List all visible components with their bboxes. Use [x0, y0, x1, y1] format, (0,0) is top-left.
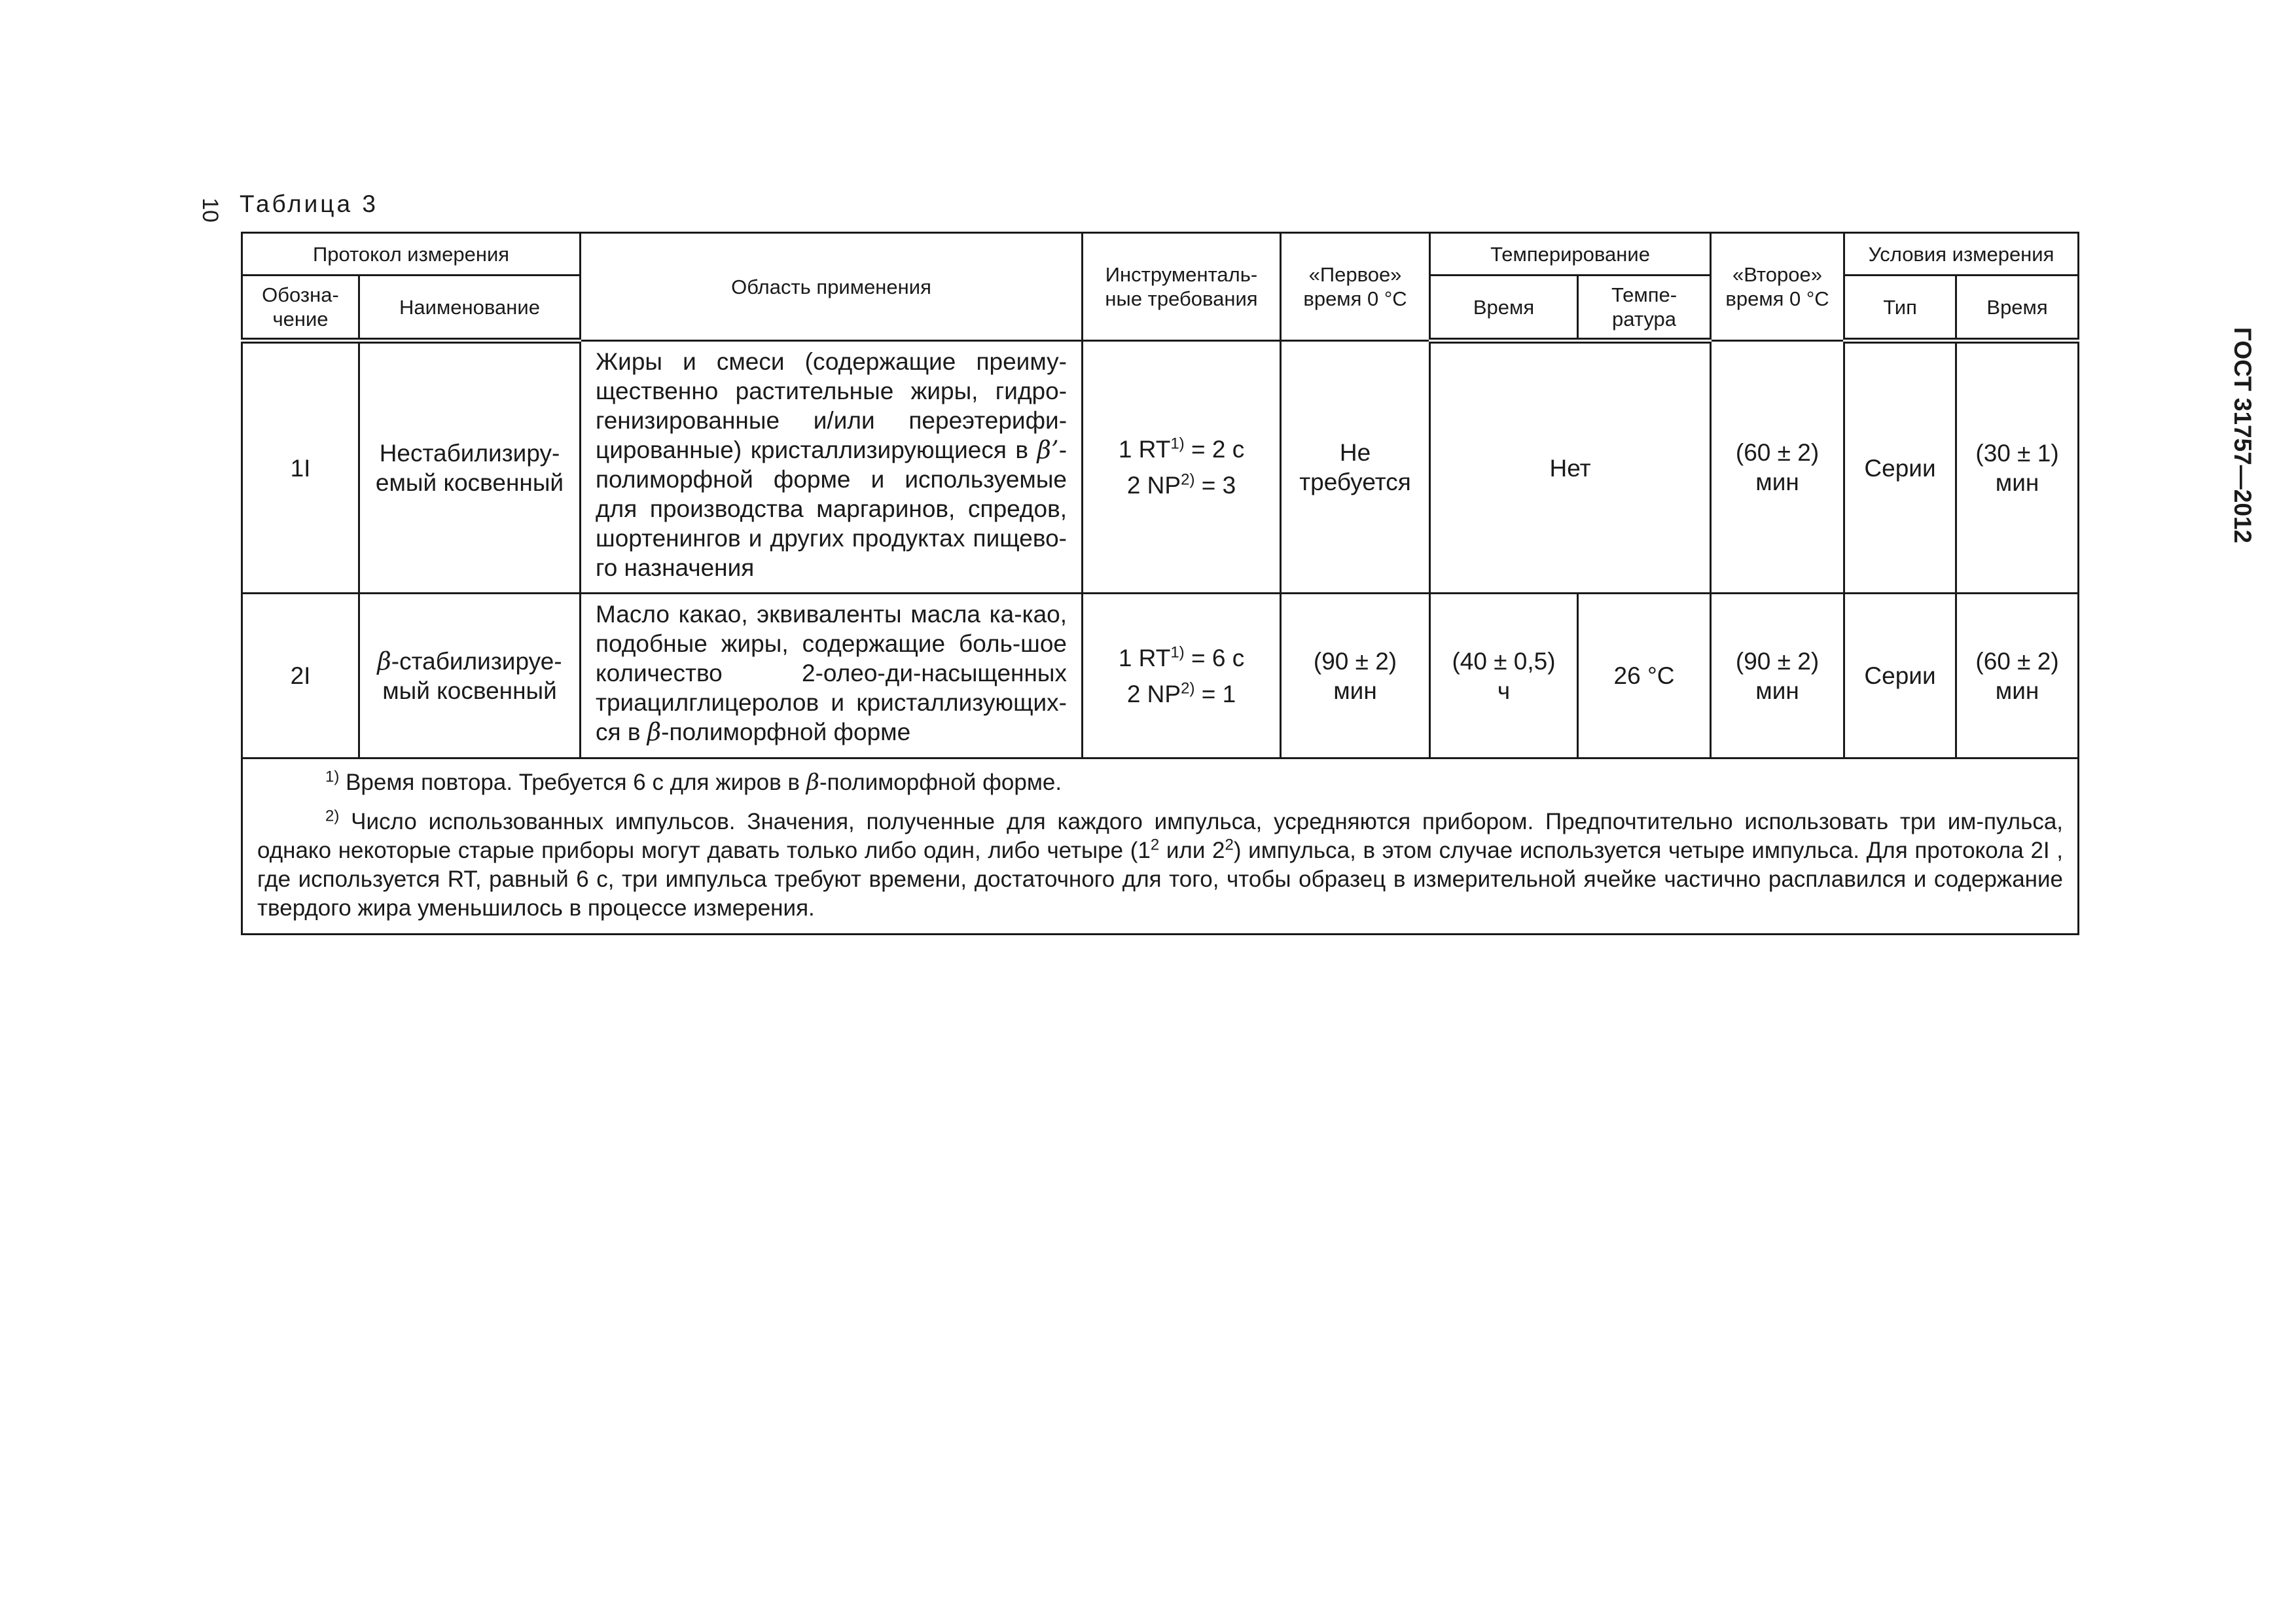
name-text: -стабилизируе-мый косвенный — [382, 647, 562, 704]
instrument-line-rt — [1096, 435, 1266, 464]
header-tempering-temp: Темпе-ратура — [1578, 276, 1711, 341]
table-caption: Таблица 3 — [240, 190, 378, 217]
header-cond-type: Тип — [1844, 276, 1956, 341]
instrument-line-np — [1096, 679, 1266, 709]
area-text-before: Жиры и смеси (содержащие преиму-щественно растительные жиры, гидро-генизированные и/или переэтерифи-цированные) кристаллизирующиеся в — [596, 348, 1067, 463]
footnote-mark: 1) — [1170, 643, 1185, 662]
cell-area — [581, 594, 1083, 758]
np-value: = 3 — [1194, 471, 1236, 499]
page-number: 10 — [198, 198, 223, 223]
beta-symbol: β — [377, 647, 391, 675]
header-area: Область применения — [581, 233, 1083, 341]
cell-cond-time: (60 ± 2) мин — [1956, 594, 2079, 758]
cell-instrument — [1083, 594, 1281, 758]
rt-value: = 6 с — [1184, 644, 1245, 671]
cell-designation: 1I — [242, 341, 359, 594]
table-notes — [242, 758, 2079, 935]
np-label: 2 NP — [1126, 471, 1181, 499]
table-row — [242, 594, 2079, 758]
cell-first-time: (90 ± 2) мин — [1281, 594, 1430, 758]
rt-label: 1 RT — [1118, 644, 1171, 671]
cell-cond-time: (30 ± 1) мин — [1956, 341, 2079, 594]
table-3 — [241, 232, 2077, 935]
header-protocol: Протокол измерения — [242, 233, 581, 276]
header-tempering: Темперирование — [1430, 233, 1711, 276]
cell-name: Нестабилизиру-емый косвенный — [359, 341, 581, 594]
header-first-time: «Первое» время 0 °С — [1281, 233, 1430, 341]
notes-row — [242, 758, 2079, 935]
header-cond-time: Время — [1956, 276, 2079, 341]
footnote-mark: 1) — [1170, 435, 1185, 453]
cell-tempering-time: (40 ± 0,5) ч — [1430, 594, 1578, 758]
header-designation: Обозна-чение — [242, 276, 359, 341]
cell-first-time: Не требуется — [1281, 341, 1430, 594]
superscript: 2 — [1150, 836, 1160, 854]
footnote-2 — [257, 808, 2063, 923]
cell-tempering: Нет — [1430, 341, 1711, 594]
footnote-1-text: Время повтора. Требуется 6 с для жиров в — [339, 770, 806, 795]
area-text-after: -полиморфной форме — [661, 719, 911, 745]
header-tempering-time: Время — [1430, 276, 1578, 341]
cell-designation: 2I — [242, 594, 359, 758]
header-second-time: «Второе» время 0 °С — [1711, 233, 1844, 341]
header-instrument: Инструменталь-ные требования — [1083, 233, 1281, 341]
superscript: 2 — [1225, 836, 1234, 854]
measurement-protocols-table — [241, 232, 2079, 935]
footnote-2-text-end: ) импульса, в этом случае используется четыре импульса. Для протокола 2I , где используется RT, равный 6 с, три импульса требуют времени, достаточного для того, чтобы образец в измерительной ячейке частично расплавился и содержание твердого жира уменьшилось в процессе измерения. — [257, 838, 2064, 921]
footnote-2-text-mid: или 2 — [1159, 838, 1225, 863]
cell-name — [359, 594, 581, 758]
footnote-1-text-end: -полиморфной форме. — [819, 770, 1062, 795]
footnote-mark: 2) — [1181, 471, 1195, 489]
rt-label: 1 RT — [1118, 435, 1171, 463]
footnote-mark: 2) — [1181, 679, 1195, 698]
header-name: Наименование — [359, 276, 581, 341]
cell-cond-type: Серии — [1844, 594, 1956, 758]
footnote-mark: 1) — [325, 768, 340, 786]
cell-area — [581, 341, 1083, 594]
rt-value: = 2 с — [1184, 435, 1245, 463]
beta-prime-symbol: β’ — [1037, 436, 1059, 464]
cell-second-time: (90 ± 2) мин — [1711, 594, 1844, 758]
area-text-after: - полиморфной форме и используемые для производства маргаринов, спредов, шортенингов и других продуктах пищево-го назначения — [596, 437, 1067, 581]
np-value: = 1 — [1194, 680, 1236, 707]
cell-tempering-temp: 26 °С — [1578, 594, 1711, 758]
beta-symbol: β — [647, 718, 662, 746]
instrument-line-rt — [1096, 643, 1266, 673]
instrument-line-np — [1096, 471, 1266, 500]
footnote-mark: 2) — [325, 807, 340, 825]
cell-cond-type: Серии — [1844, 341, 1956, 594]
footnote-2-text: Число использованных импульсов. Значения, полученные для каждого импульса, усредняются прибором. Предпочтительно использовать три им-пульса, однако некоторые старые приборы могут давать только либо один, либо четыре (1 — [257, 809, 2064, 863]
table-row — [242, 341, 2079, 594]
beta-symbol: β — [806, 770, 819, 796]
cell-instrument — [1083, 341, 1281, 594]
footnote-1 — [257, 768, 2063, 797]
document-code: ГОСТ 31757—2012 — [2229, 327, 2256, 544]
header-conditions: Условия измерения — [1844, 233, 2079, 276]
cell-second-time: (60 ± 2) мин — [1711, 341, 1844, 594]
np-label: 2 NP — [1126, 680, 1181, 707]
area-text-before: Масло какао, эквиваленты масла ка-као, подобные жиры, содержащие боль-шое количество 2-олео-ди-насыщенных триацилглицеролов и кристаллизующих-ся в — [596, 601, 1067, 745]
